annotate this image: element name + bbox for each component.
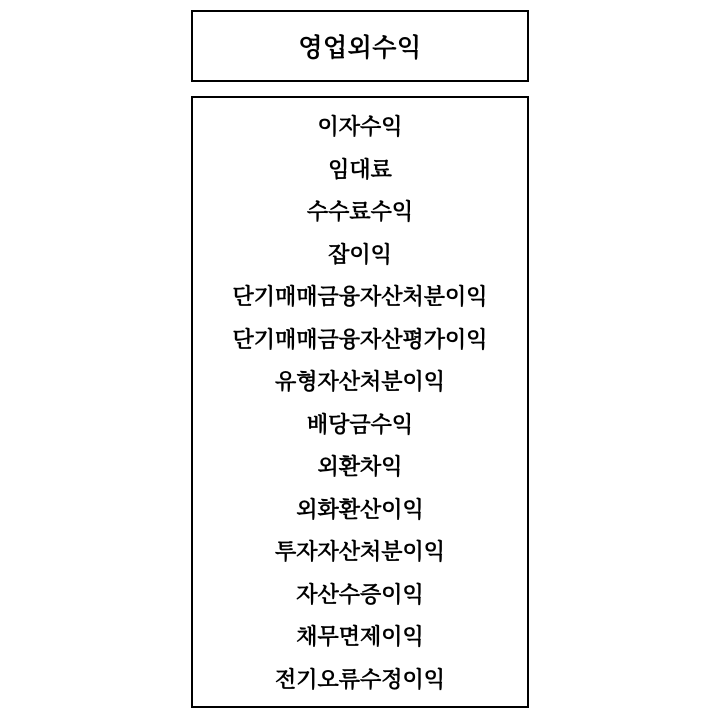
category-header-box [191, 10, 529, 82]
list-item: 외화환산이익 [296, 497, 424, 523]
list-item: 잡이익 [328, 242, 392, 268]
list-item: 유형자산처분이익 [274, 370, 446, 395]
list-item: 단기매매금융자산처분이익 [232, 285, 488, 310]
list-item: 외환차익 [317, 455, 403, 480]
list-item: 임대료 [328, 157, 392, 183]
list-item: 이자수익 [317, 115, 403, 140]
list-item: 단기매매금융자산평가이익 [232, 327, 488, 353]
list-item: 투자자산처분이익 [274, 540, 446, 565]
account-list-box [191, 96, 529, 708]
account-list [193, 107, 527, 702]
list-item: 전기오류수정이익 [274, 667, 446, 693]
category-title: 영업외수익 [298, 33, 422, 62]
list-item: 채무면제이익 [296, 625, 424, 650]
list-item: 배당금수익 [306, 412, 414, 438]
list-item: 수수료수익 [306, 200, 414, 225]
list-item: 자산수증이익 [296, 582, 424, 608]
